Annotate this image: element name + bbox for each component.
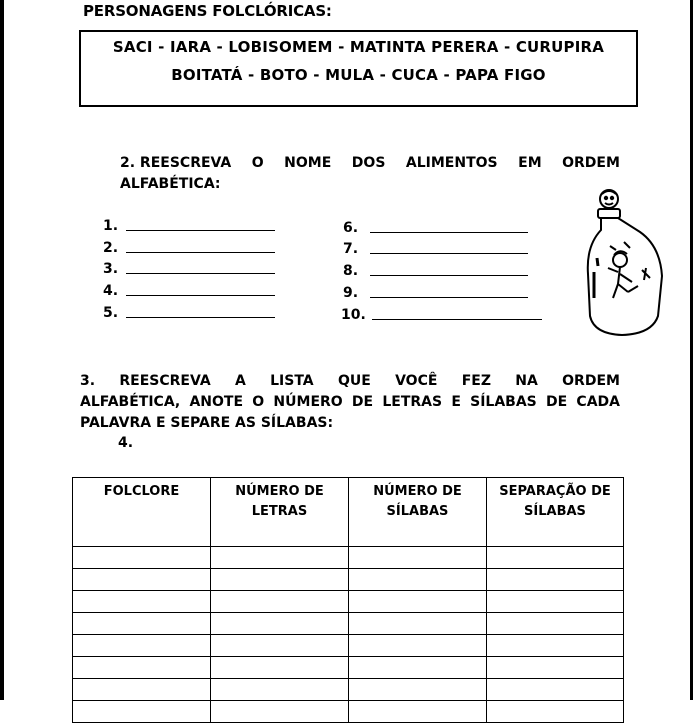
word: FEZ <box>461 373 491 389</box>
item-number: 9. <box>343 285 359 301</box>
table-cell[interactable] <box>211 569 349 591</box>
header-text: SÍLABAS <box>524 504 586 519</box>
table-cell[interactable] <box>349 591 487 613</box>
word: ALFABÉTICA, <box>80 394 181 410</box>
table-cell[interactable] <box>487 657 624 679</box>
answer-line[interactable] <box>370 297 528 298</box>
page-border-right <box>690 0 693 700</box>
table-cell[interactable] <box>487 635 624 657</box>
table-cell[interactable] <box>487 591 624 613</box>
word: ALIMENTOS <box>405 155 498 171</box>
answer-line[interactable] <box>126 317 275 318</box>
question-2-line-1 <box>120 153 620 174</box>
blank-item <box>343 285 528 301</box>
characters-box <box>79 30 638 107</box>
blank-item <box>103 283 275 299</box>
item-number: 8. <box>343 263 359 279</box>
table-cell[interactable] <box>487 613 624 635</box>
word: QUE <box>337 373 371 389</box>
table-cell[interactable] <box>73 657 211 679</box>
table-cell[interactable] <box>73 701 211 723</box>
word: EM <box>518 155 542 171</box>
table-cell[interactable] <box>211 635 349 657</box>
item-number: 4. <box>103 283 119 299</box>
table-cell[interactable] <box>487 547 624 569</box>
header-text: LETRAS <box>251 504 308 519</box>
blank-item <box>343 241 528 257</box>
word: VOCÊ <box>395 373 438 389</box>
answer-line[interactable] <box>370 232 528 233</box>
header-numero-silabas <box>349 478 487 547</box>
characters-line-1: SACI - IARA - LOBISOMEM - MATINTA PERERA - CURUPIRA <box>112 38 605 56</box>
answer-line[interactable] <box>372 319 542 320</box>
table-cell[interactable] <box>211 701 349 723</box>
table-cell[interactable] <box>211 613 349 635</box>
table-cell[interactable] <box>349 569 487 591</box>
word: ORDEM <box>562 373 620 389</box>
word: O <box>251 155 264 171</box>
item-number: 6. <box>343 220 359 236</box>
table-row <box>73 657 624 679</box>
word: NA <box>515 373 538 389</box>
table-row <box>73 701 624 723</box>
word: O <box>252 394 265 410</box>
question-4-label: 4. <box>118 435 134 451</box>
table-cell[interactable] <box>349 547 487 569</box>
table-row <box>73 613 624 635</box>
word: LISTA <box>270 373 314 389</box>
table-header-row <box>73 478 624 547</box>
blank-item <box>343 263 528 279</box>
characters-line-2: BOITATÁ - BOTO - MULA - CUCA - PAPA FIGO <box>171 66 546 84</box>
word: DE <box>546 394 568 410</box>
header-folclore <box>73 478 211 547</box>
question-3-line-3: PALAVRA E SEPARE AS SÍLABAS: <box>80 415 334 431</box>
table-cell[interactable] <box>349 613 487 635</box>
header-text: SÍLABAS <box>386 504 449 519</box>
question-2 <box>120 153 620 195</box>
answer-table <box>72 477 624 723</box>
header-text: NÚMERO DE <box>373 484 462 499</box>
table-cell[interactable] <box>487 679 624 701</box>
item-number: 5. <box>103 305 119 321</box>
item-number: 10. <box>341 307 366 323</box>
item-number: 2. <box>103 240 119 256</box>
question-2-line-2: ALFABÉTICA: <box>120 176 221 192</box>
header-numero-letras <box>211 478 349 547</box>
table-row <box>73 635 624 657</box>
word: LETRAS <box>382 394 443 410</box>
table-row <box>73 591 624 613</box>
table-cell[interactable] <box>73 635 211 657</box>
section-heading: PERSONAGENS FOLCLÓRICAS: <box>83 2 332 20</box>
answer-line[interactable] <box>126 273 275 274</box>
table-cell[interactable] <box>349 701 487 723</box>
table-cell[interactable] <box>73 547 211 569</box>
table-cell[interactable] <box>487 569 624 591</box>
blank-item <box>103 240 275 256</box>
question-3-line-2 <box>80 392 620 413</box>
table-cell[interactable] <box>73 679 211 701</box>
word: ORDEM <box>562 155 620 171</box>
genie-bottle-illustration <box>580 188 670 336</box>
blank-item <box>343 220 528 236</box>
table-cell[interactable] <box>349 679 487 701</box>
blank-item <box>341 307 542 323</box>
question-3 <box>80 371 620 434</box>
table-row <box>73 679 624 701</box>
header-text: SEPARAÇÃO DE <box>499 484 611 499</box>
item-number: 1. <box>103 218 119 234</box>
blank-item <box>103 305 275 321</box>
word: DE <box>351 394 374 410</box>
table-row <box>73 547 624 569</box>
answer-line[interactable] <box>126 252 275 253</box>
table-cell[interactable] <box>73 591 211 613</box>
table-cell[interactable] <box>211 547 349 569</box>
header-text: FOLCLORE <box>103 484 180 499</box>
page-border-left <box>0 0 4 700</box>
bottle-cork <box>598 209 620 218</box>
word: 3. <box>80 373 96 389</box>
blank-item <box>103 218 275 234</box>
word: ANOTE <box>189 394 244 410</box>
word: NOME <box>284 155 332 171</box>
word: REESCREVA <box>119 373 211 389</box>
item-number: 7. <box>343 241 359 257</box>
word: SÍLABAS <box>470 394 537 410</box>
table-cell[interactable] <box>211 679 349 701</box>
table-cell[interactable] <box>211 657 349 679</box>
table-cell[interactable] <box>487 701 624 723</box>
word: CADA <box>576 394 620 410</box>
answer-line[interactable] <box>126 295 275 296</box>
table-cell[interactable] <box>73 569 211 591</box>
word: DOS <box>351 155 386 171</box>
table-cell[interactable] <box>349 635 487 657</box>
table-cell[interactable] <box>349 657 487 679</box>
word: NÚMERO <box>273 394 343 410</box>
word: E <box>451 394 461 410</box>
answer-line[interactable] <box>370 275 528 276</box>
answer-line[interactable] <box>370 253 528 254</box>
table-cell[interactable] <box>73 613 211 635</box>
blank-item <box>103 261 275 277</box>
header-text: NÚMERO DE <box>235 484 324 499</box>
answer-line[interactable] <box>126 230 275 231</box>
word: 2. REESCREVA <box>120 155 232 171</box>
header-separacao-silabas <box>487 478 624 547</box>
item-number: 3. <box>103 261 119 277</box>
table-cell[interactable] <box>211 591 349 613</box>
table-row <box>73 569 624 591</box>
word: A <box>234 373 246 389</box>
question-3-line-1 <box>80 371 620 392</box>
